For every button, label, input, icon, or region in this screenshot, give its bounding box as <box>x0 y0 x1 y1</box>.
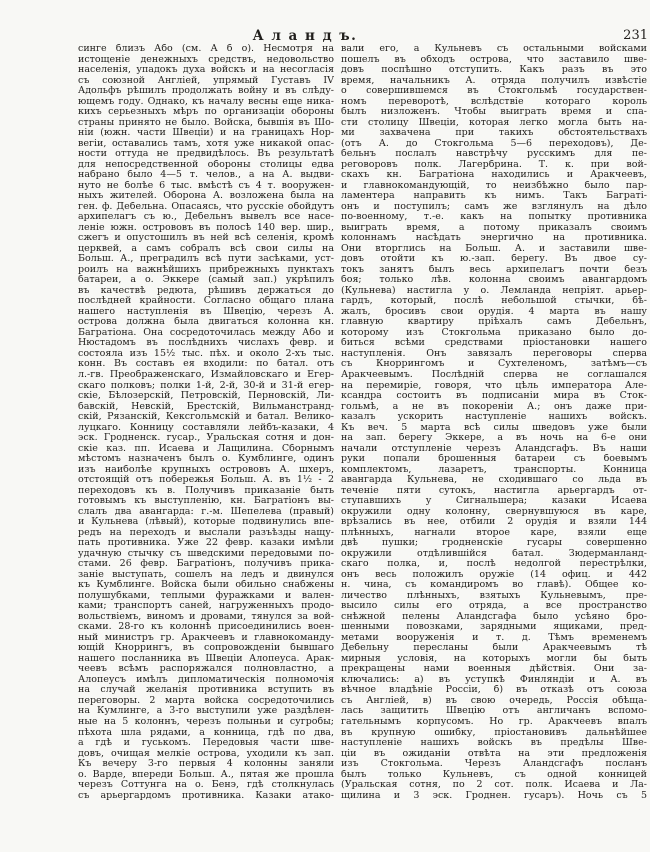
text-line: двѣ пушки; гродненскіе гусары совершенно <box>341 538 647 549</box>
text-line: архипелагъ съ ю., Дебельнъ вывелъ все насе- <box>78 212 334 223</box>
text-line: редъ на переходъ и выслали разъѣзды нащу- <box>78 527 334 538</box>
text-line: синге близъ Або (см. А б о). Несмотря на <box>78 44 334 54</box>
text-line: кихъ серьезныхъ мѣръ по организаціи обороны <box>78 107 334 118</box>
text-line: шенными повозками, зарядными ящиками, пред- <box>341 622 647 633</box>
text-line: главную квартиру пріѣхалъ самъ Дебельнъ, <box>341 317 647 328</box>
text-line: луцкаго. Конницу составляли лейбъ-казаки, 4 <box>78 422 334 433</box>
text-line: ксандра состоитъ въ подписаніи мира въ Сток- <box>341 391 647 402</box>
text-line: на перемиріе, говоря, что цѣль императора Але- <box>341 380 647 391</box>
text-line: (Кульнева) настигла у о. Лемланда непріят. арьер- <box>341 285 647 296</box>
text-line: снѣжной пелены Аландсгафа было усѣяно бро- <box>341 611 647 622</box>
text-line: н. чина, съ командиромъ во главѣ). Общее ко- <box>341 580 647 591</box>
text-column-right <box>341 44 647 801</box>
text-line: ющемъ году. Однако, къ началу весны еще ника- <box>78 96 334 107</box>
text-line: л.-гв. Преображенскаго, Измайловскаго и Егер- <box>78 369 334 380</box>
text-line: пошелъ въ обходъ острова, что заставило шве- <box>341 54 647 65</box>
text-line: стами. 26 февр. Багратіонъ, получивъ прика- <box>78 559 334 570</box>
text-line: конн. Въ составъ ея входили: по батал. отъ <box>78 359 334 370</box>
text-line: леніе южн. острововъ въ полосѣ 140 вер. шир., <box>78 222 334 233</box>
text-line: гардъ, который, послѣ небольшой стычки, бѣ- <box>341 296 647 307</box>
text-line: съ Кноррингомъ и Сухтеленомъ, затѣмъ—съ <box>341 359 647 370</box>
text-line: пать противника. Уже 22 февр. казаки имѣли <box>78 538 334 549</box>
text-line: для непосредственной обороны столицы едва <box>78 159 334 170</box>
text-line: ный министръ гр. Аракчеевъ и главнокоманду- <box>78 632 334 643</box>
text-line: (Уральская сотня, по 2 сот. полк. Исаева и Ла- <box>341 780 647 791</box>
text-line: на случай желанія противника вступить въ <box>78 685 334 696</box>
text-line: Аракчеевымъ. Послѣдній сперва не соглашался <box>341 369 647 380</box>
text-line: Они вторглись на Больш. А. и заставили шве- <box>341 243 647 254</box>
text-line: переговоры. 2 марта войска сосредоточились <box>78 695 334 706</box>
text-line: скій, Рязанскій, Кексгольмскій и батал. Велико- <box>78 412 334 423</box>
text-line: лась защитить Швецію отъ англичанъ вспомо- <box>341 706 647 717</box>
text-line: Багратіона. Она сосредоточилась между Або и <box>78 327 334 338</box>
text-line: Алопеусъ имѣлъ дипломатическія полномочія <box>78 674 334 685</box>
page-number: 231 <box>623 28 648 43</box>
text-line: высило силы его отряда, а все пространство <box>341 601 647 612</box>
text-line: казалъ ускорить наступленіе нашихъ войскъ. <box>341 412 647 423</box>
text-line: щилина и 3 эск. Гроднен. гусаръ). Ночь съ 5 <box>341 790 647 801</box>
text-line: изъ Стокгольма. Черезъ Аландсгафъ посланъ <box>341 759 647 770</box>
text-line: церквей, а самъ собралъ всѣ свои силы на <box>78 243 334 254</box>
text-line: ключались: а) въ уступкѣ Финляндіи и А. въ <box>341 674 647 685</box>
text-line: жалъ, бросивъ свои орудія. 4 марта въ нашу <box>341 306 647 317</box>
text-line: руки попали брошенныя батареи съ боевымъ <box>341 454 647 465</box>
text-line: заніе выступать, сошелъ на ледъ и двинулся <box>78 569 334 580</box>
text-line: ми захвачена при такихъ обстоятельствахъ <box>341 128 647 139</box>
text-line: переходовъ къ в. Получивъ приказаніе быть <box>78 485 334 496</box>
text-line: окружили одну колонну, свернувшуюся въ каре, <box>341 506 647 517</box>
text-line: довъ, очищая мелкіе острова, уходили къ зап. <box>78 748 334 759</box>
text-line: батареи, а о. Эккере (самый зап.) укрѣпилъ <box>78 275 334 286</box>
text-line: плѣнныхъ, нагнали второе каре, взяли еще <box>341 527 647 538</box>
text-line: прекращены нами военныя дѣйствія. Они за- <box>341 664 647 675</box>
text-line: вѣчное владѣніе Россіи, б) въ отказѣ отъ союза <box>341 685 647 696</box>
text-line: ламентера направить къ нимъ. Такъ Баграті- <box>341 191 647 202</box>
text-line: окружили отдѣлившійся батал. Зюдерманланд- <box>341 548 647 559</box>
text-line: врѣзались въ нее, отбили 2 орудія и взяли 144 <box>341 517 647 528</box>
text-line: о совершившемся въ Стокгольмѣ государствен- <box>341 86 647 97</box>
text-line: сти столицу Швеціи, которая легко могла быть на- <box>341 117 647 128</box>
text-line: ками; транспортъ саней, нагруженныхъ продо- <box>78 601 334 612</box>
text-line: Больш. А., преградилъ всѣ пути засѣками, уст- <box>78 254 334 265</box>
text-line: къ Кумблинге. Войска были обильно снабжены <box>78 580 334 591</box>
text-line: начали отступленіе черезъ Аландсгафъ. Въ наши <box>341 443 647 454</box>
text-line: личество плѣнныхъ, взятыхъ Кульневымъ, пре- <box>341 590 647 601</box>
text-line: мѣстомъ назначенъ былъ о. Кумблинге, одинъ <box>78 454 334 465</box>
text-line: довъ отойти къ ю.-зап. берегу. Въ двое су- <box>341 254 647 265</box>
text-line: слалъ два авангарда: г.-м. Шепелева (правый) <box>78 506 334 517</box>
text-line: на Кумлинге, а 3-го выступили уже раздѣлен- <box>78 706 334 717</box>
text-line: былъ только Кульневъ, съ одной конницей <box>341 769 647 780</box>
text-line: по-военному, т.-е. какъ на попытку противника <box>341 212 647 223</box>
text-line: скіе каз. пп. Исаева и Лащилина. Сборнымъ <box>78 443 334 454</box>
text-line: набрано было 4—5 т. челов., а на А. выдви- <box>78 170 334 181</box>
text-line: метами вооруженія и т. д. Тѣмъ временемъ <box>341 632 647 643</box>
text-line: населенія, упадокъ духа войскъ и на несогласія <box>78 65 334 76</box>
text-column-left <box>78 44 334 801</box>
text-line: наступленіе нашихъ войскъ въ предѣлы Шве- <box>341 738 647 749</box>
text-line: время, начальникъ А. отряда получилъ извѣстіе <box>341 75 647 86</box>
text-line: бавскій, Невскій, Брестскій, Вильманстранд- <box>78 401 334 412</box>
text-line: вольствіемъ, виномъ и дровами, тянулся за вой- <box>78 611 334 622</box>
text-line: выиграть время, а потому приказалъ своимъ <box>341 222 647 233</box>
text-line: полушубками, теплыми фуражками и вален- <box>78 590 334 601</box>
text-line: былъ низложенъ. Чтобы выиграть время и спа- <box>341 107 647 118</box>
page-title: А л а н д ъ. <box>252 28 358 44</box>
text-line: наступленія. Онъ завязалъ переговоры сперва <box>341 348 647 359</box>
text-line: вали его, а Кульневъ съ остальными войсками <box>341 44 647 54</box>
text-line: Дебельну пересланы были Аракчеевымъ тѣ <box>341 643 647 654</box>
text-line: истощеніе денежныхъ средствъ, недовольство <box>78 54 334 65</box>
text-line: черезъ Соттунга на о. Бенэ, гдѣ столкнулась <box>78 780 334 791</box>
text-line: въ качествѣ редюта, рѣшивъ держаться до <box>78 285 334 296</box>
text-line: мирныя условія, на которыхъ могли бы быть <box>341 653 647 664</box>
text-line: сжегъ и опустошилъ въ ней всѣ селенія, кромѣ <box>78 233 334 244</box>
text-line: теченіе пяти сутокъ, настигла арьергардъ от- <box>341 485 647 496</box>
text-line: готовымъ къ выступленію, кн. Багратіонъ вы- <box>78 496 334 507</box>
text-line: нашего наступленія въ Швецію, черезъ А. <box>78 306 334 317</box>
text-line: номъ переворотѣ, вслѣдствіе котораго король <box>341 96 647 107</box>
text-line: которому изъ Стокгольма приказано было до- <box>341 327 647 338</box>
text-line: (отъ А. до Стокгольма 5—6 переходовъ), Де- <box>341 138 647 149</box>
text-line: острова должна была двигаться колонна кн. <box>78 317 334 328</box>
text-line: скаго полка, и, послѣ недолгой перестрѣлки, <box>341 559 647 570</box>
text-line: ющій Кноррингъ, въ сопровожденіи бывшаго <box>78 643 334 654</box>
text-line: роилъ на важнѣйшихъ прибрежныхъ пунктахъ <box>78 264 334 275</box>
text-line: гательнымъ корпусомъ. Но гр. Аракчеевъ впалъ <box>341 717 647 727</box>
text-line: колоннамъ насѣдать энергично на противника. <box>341 233 647 244</box>
text-line: съ союзной Англіей, упрямый Густавъ IV <box>78 75 334 86</box>
text-line: нашего посланника въ Швеціи Алопеуса. Арак- <box>78 653 334 664</box>
text-line: удачную стычку съ шведскими передовыми по- <box>78 548 334 559</box>
text-line: и Кульнева (лѣвый), которые подвинулись впе- <box>78 517 334 528</box>
text-line: авангарда Кульнева, не сходившаго со льда въ <box>341 475 647 486</box>
text-line: съ арьергардомъ противника. Казаки атако- <box>78 790 334 801</box>
text-line: боя; только лѣв. колонна своимъ авангардомъ <box>341 275 647 286</box>
text-line: о. Варде, впереди Больш. А., пятая же прошла <box>78 769 334 780</box>
text-line: ные на 5 колоннъ, черезъ полыньи и сугробы; <box>78 717 334 727</box>
text-line: ности оттуда не предвидѣлось. Въ результатѣ <box>78 149 334 160</box>
text-line: Нюстадомъ въ послѣднихъ числахъ февр. и <box>78 338 334 349</box>
text-line: Къ веч. 5 марта всѣ силы шведовъ уже были <box>341 422 647 433</box>
text-line: Къ вечеру 3-го первыя 4 колонны заняли <box>78 759 334 770</box>
text-line: довъ поспѣшно отступить. Какъ разъ въ это <box>341 65 647 76</box>
text-line: комплектомъ, лазаретъ, транспорты. Конница <box>341 464 647 475</box>
text-line: ген. ф. Дебельна. Опасаясь, что русскіе обойдутъ <box>78 201 334 212</box>
text-line: токъ занятъ былъ весь архипелагъ почти безъ <box>341 264 647 275</box>
text-line: и главнокомандующій, то неизбѣжно было пар- <box>341 180 647 191</box>
text-line: онъ и поступилъ; самъ же взглянулъ на дѣло <box>341 201 647 212</box>
text-line: а гдѣ и гуськомъ. Передовыя части шве- <box>78 738 334 749</box>
text-line: бельнъ послалъ навстрѣчу русскимъ для пе- <box>341 149 647 160</box>
text-line: состояла изъ 15½ тыс. пѣх. и около 2-хъ тыс. <box>78 348 334 359</box>
text-line: ныхъ жителей. Оборона А. возложена была на <box>78 191 334 202</box>
text-line: нуто не болѣе 6 тыс. вмѣстѣ съ 4 т. вооружен- <box>78 180 334 191</box>
text-line: биться всѣми средствами пріостановки нашего <box>341 338 647 349</box>
text-line: скаго полковъ; полки 1-й, 2-й, 30-й и 31-й егер- <box>78 380 334 391</box>
text-line: гольмѣ, а не въ покореніи А.; онъ даже при- <box>341 401 647 412</box>
text-line: на зап. берегу Эккере, а въ ночь на 6-е они <box>341 433 647 444</box>
article-body <box>78 44 647 801</box>
text-line: вегіи, оставались тамъ, хотя уже никакой опас- <box>78 138 334 149</box>
text-line: скіе, Бѣлозерскій, Петровскій, Перновскій, Ли- <box>78 391 334 402</box>
text-line: послѣдней крайности. Согласно общаго плана <box>78 296 334 307</box>
text-line: ніи (южн. части Швеціи) и на границахъ Нор- <box>78 128 334 139</box>
text-line: онъ весь положилъ оружіе (14 офиц. и 442 <box>341 569 647 580</box>
text-line: отстоящій отъ побережья Больш. А. въ 1½ - 2 <box>78 475 334 486</box>
text-line: эск. Гродненск. гусар., Уральская сотня и дон- <box>78 433 334 444</box>
text-line: ступавшихъ у Сигнальшера; казаки Исаева <box>341 496 647 507</box>
text-line: сками. 28-го къ колоннѣ присоединились воен- <box>78 622 334 633</box>
text-line: пѣхота шла рядами, а конница, гдѣ по два, <box>78 727 334 738</box>
text-line: скахъ кн. Багратіона находились и Аракчеевъ, <box>341 170 647 181</box>
text-line: Адольфъ рѣшилъ продолжать войну и въ слѣду- <box>78 86 334 97</box>
text-line: въ крупную ошибку, пріостановивъ дальнѣйшее <box>341 727 647 738</box>
text-line: реговоровъ полк. Лагербрина. Т. к. при вой- <box>341 159 647 170</box>
text-line: съ Англіей, в) въ свою очередь, Россія обѣща- <box>341 695 647 706</box>
text-line: ціи въ ожиданіи отвѣта на эти предложенія <box>341 748 647 759</box>
text-line: страны принято не было. Войска, бывшія въ Шо- <box>78 117 334 128</box>
text-line: чеевъ всѣмъ распоряжался полновластно, а <box>78 664 334 675</box>
text-line: изъ наиболѣе крупныхъ острововъ А. шхеръ, <box>78 464 334 475</box>
